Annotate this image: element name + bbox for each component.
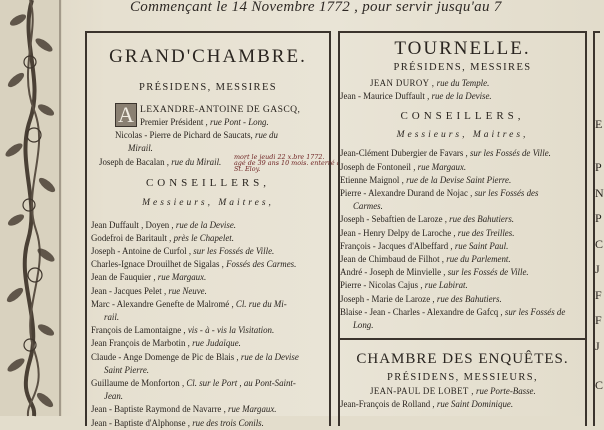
floral-border-ornament — [0, 0, 62, 416]
conseillers-heading: CONSEILLERS, — [400, 110, 525, 123]
presidents-block — [340, 385, 585, 398]
list-item: Jean - Maurice Duffault , rue de la Devise. — [340, 91, 492, 102]
list-item: Jean-Clément Dubergier de Favars , sur les Fossés de Ville. — [340, 148, 551, 159]
list-item: Marc - Alexandre Genefte de Malromé , Cl. rue du Mi- — [91, 298, 287, 309]
list-item: Mirail. — [128, 143, 153, 154]
list-item: André - Joseph de Minvielle , sur les Fossés de Ville. — [340, 267, 529, 278]
list-item: Claude - Ange Domenge de Pic de Blais , rue de la Devise — [91, 351, 299, 362]
edge-letter: C — [595, 378, 604, 392]
edge-letter: J — [595, 339, 600, 353]
list-item: François - Jacques d'Albeffard , rue Saint Paul. — [340, 240, 509, 251]
list-item: Blaise - Jean - Charles - Alexandre de Gafcq , sur les Fossés de — [340, 306, 566, 317]
messieurs-heading: Messieurs, Maitres, — [396, 130, 529, 141]
list-item: Jean. — [104, 391, 123, 402]
list-item: Etienne Maignol , rue de la Devise Saint Pierre. — [340, 174, 512, 185]
list-item: Jean - Baptiste d'Alphonse , rue des trois Conils. — [91, 417, 264, 428]
grand-chambre-column — [85, 31, 341, 428]
edge-letter: N — [595, 186, 604, 200]
presidents-heading: PRÉSIDENS, MESSIRES — [138, 82, 278, 93]
header-banner: Commençant le 14 Novembre 1772 , pour servir jusqu'au 7 — [130, 0, 502, 15]
list-item: Godefroi de Baritault , près le Chapelet. — [91, 232, 234, 243]
presidents-heading: PRÉSIDENS, MESSIRES — [393, 62, 532, 73]
list-item: Jean - Jacques Pelet , rue Neuve. — [91, 285, 207, 296]
presidents-heading: PRÉSIDENS, MESSIEURS, — [386, 372, 539, 384]
edge-letter: P — [595, 211, 602, 225]
edge-letter: F — [595, 313, 602, 327]
list-item: François de Lamontaigne , vis - à - vis la Visitation. — [91, 325, 275, 336]
section-title: CHAMBRE DES ENQUÊTES. — [356, 351, 569, 368]
list-item: Jean François de Marbotin , rue Judaïque. — [91, 338, 241, 349]
list-item: Joseph - Antoine de Curfol , sur les Fossés de Ville. — [91, 246, 275, 257]
messieurs-heading: Messieurs, Maitres, — [142, 197, 274, 208]
list-item: Jean Duffault , Doyen , rue de la Devise. — [91, 219, 237, 230]
edge-letter: C — [595, 237, 604, 251]
handwritten-note: mort le jeudi 22 x.bre 1772. agé de 39 ans 10 mois. enterré a St. Eloy. — [234, 152, 341, 174]
edge-letter: F — [595, 288, 602, 302]
list-item: Nicolas - Pierre de Pichard de Saucats, rue du — [115, 130, 278, 141]
list-item: JEAN-PAUL DE LOBET , rue Porte-Basse. — [370, 386, 536, 397]
list-item: Guillaume de Monforton , Cl. sur le Port , au Pont-Saint- — [91, 378, 296, 389]
list-item: Joseph - Marie de Laroze , rue des Bahutiers. — [340, 293, 502, 304]
column-title: TOURNELLE. — [394, 38, 531, 59]
tournelle-column — [338, 31, 587, 426]
list-item: Charles-Ignace Drouilhet de Sigalas , Fossés des Carmes. — [91, 259, 297, 270]
list-item: Premier Président , rue Pont - Long. — [140, 117, 269, 127]
list-item: Long. — [353, 320, 374, 331]
list-item: Joseph de Bacalan , rue du Mirail. — [99, 156, 222, 167]
list-item: JEAN DUROY , rue du Temple. — [370, 78, 490, 88]
list-item: Jean-François de Rolland , rue Saint Dominique. — [340, 399, 514, 410]
presidents-block — [87, 103, 329, 156]
list-item: Carmes. — [353, 201, 383, 212]
list-item: Jean de Fauquier , rue Margaux. — [91, 272, 207, 283]
list-item: Joseph de Fontoneil , rue Margaux. — [340, 161, 467, 172]
column-title: GRAND'CHAMBRE. — [109, 46, 307, 67]
first-president-name: LEXANDRE-ANTOINE DE GASCQ, — [140, 104, 301, 115]
edge-letter: P — [595, 160, 602, 174]
list-item: rail. — [104, 312, 120, 323]
list-item: Pierre - Nicolas Cajus , rue Labirat. — [340, 280, 468, 291]
list-item: Jean - Baptiste Raymond de Navarre , rue Margaux. — [91, 404, 277, 415]
presidents-block — [340, 77, 585, 90]
list-item: Joseph - Sebaftien de Laroze , rue des Bahutiers. — [340, 214, 515, 225]
conseillers-list — [87, 219, 329, 430]
conseillers-heading: CONSEILLERS, — [145, 176, 271, 189]
conseillers-list — [340, 147, 585, 332]
list-item: Jean de Chimbaud de Filhot , rue du Parlement. — [340, 254, 511, 265]
list-item: Pierre - Alexandre Durand de Nojac , sur les Fossés des — [340, 188, 539, 199]
edge-letter: J — [595, 262, 600, 276]
edge-letter: E — [595, 117, 603, 131]
list-item: Jean - Henry Delpy de Laroche , rue des Treilles. — [340, 227, 515, 238]
decorative-drop-cap: A — [115, 103, 137, 127]
list-item: Saint Pierre. — [104, 364, 150, 375]
third-column-edge — [593, 31, 603, 426]
